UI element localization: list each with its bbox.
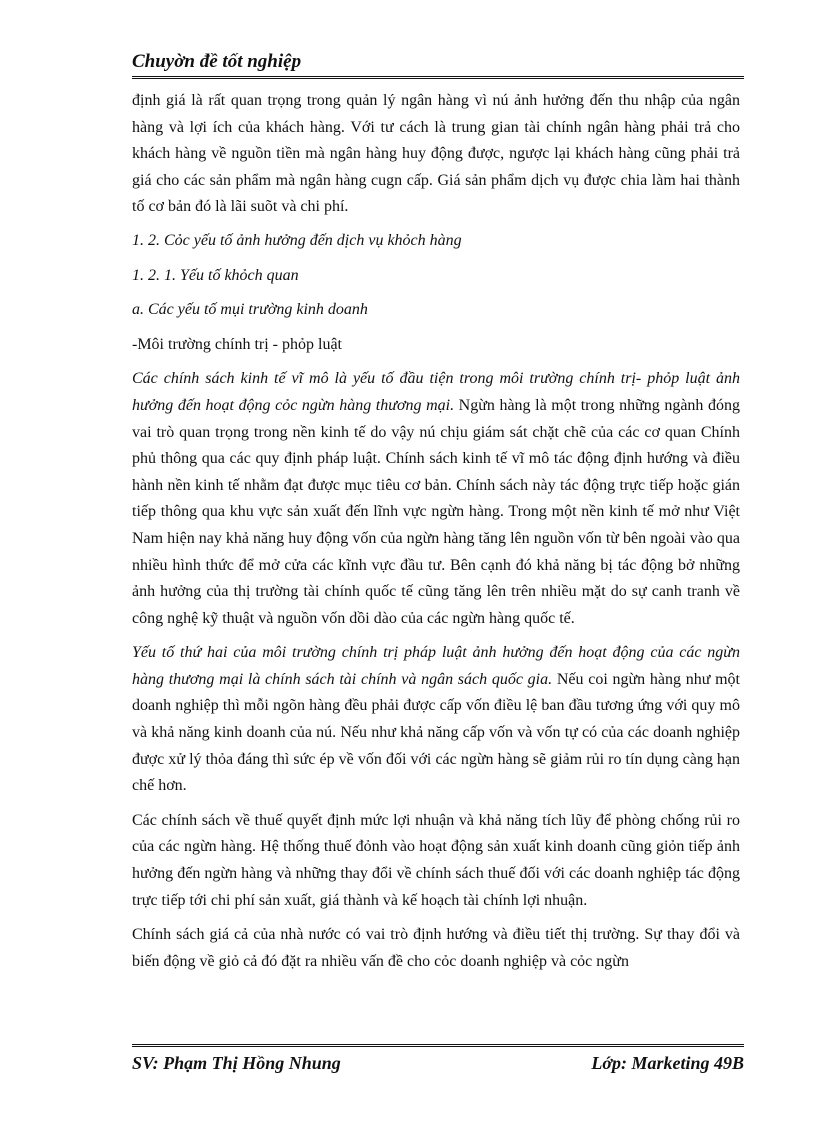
header-title: Chuyờn đề tốt nghiệp [132, 51, 302, 72]
emphasis-macro-policy: Các chính sách kinh tế vĩ mô là yếu tố đầu tiện trong môi trường chính trị- phỏp luật ảnh hưởng đến hoạt động cỏc ngừn hàng thương mại. [132, 370, 740, 414]
paragraph-macro-policy-text: Ngừn hàng là một trong những ngành đóng vai trò quan trọng trong nền kinh tế do vậy nú chịu giám sát chặt chẽ của các cơ quan Chính phủ thông qua các quy định pháp luật. Chính sách kinh tế vĩ mô tác động định hướng và điều hành nền kinh tế nhằm đạt được mục tiêu cơ bản. Chính sách này tác động trực tiếp hoặc gián tiếp thông qua khu vực sản xuất đến lĩnh vực ngừn hàng. Trong một nền kinh tế mở như Việt Nam hiện nay khả năng huy động vốn của ngừn hàng tăng lên nguồn vốn từ bên ngoài vào qua nhiều hình thức để mở cửa các kĩnh vực đầu tư. Bên cạnh đó khả năng bị tác động bở những ảnh hưởng của thị trường tài chính quốc tế cũng tăng lên trên nhiều mặt do sự canh tranh về công nghệ kỹ thuật và nguồn vốn dồi dào của các ngừn hàng quốc tế. [132, 396, 741, 627]
item-heading-political-legal: -Môi trường chính trị - phỏp luật [132, 335, 342, 353]
footer-class-name: Lớp: Marketing 49B [591, 1053, 744, 1073]
page-body [132, 88, 740, 983]
page-header [132, 50, 744, 79]
section-heading-factors: 1. 2. Cỏc yếu tố ảnh hưởng đến dịch vụ khỏch hàng [132, 231, 462, 249]
paragraph-price-policy: Chính sách giá cả của nhà nước có vai trò định hướng và điều tiết thị trường. Sự thay đổi và biến động về giỏ cả đó đặt ra nhiều vấn đề cho cỏc doanh nghiệp và cỏc ngừn [132, 926, 740, 970]
paragraph-tax-policy: Các chính sách về thuế quyết định mức lợi nhuận và khả năng tích lũy để phòng chống rủi ro của các ngừn hàng. Hệ thống thuế đỏnh vào hoạt động sản xuất kinh doanh cũng giỏn tiếp ảnh hưởng đến ngừn hàng và những thay đổi về chính sách thuế đối với các doanh nghiệp tác động trực tiếp tới chi phí sản xuất, giá thành và kế hoạch tài chính lợi nhuận. [132, 811, 740, 909]
emphasis-fiscal-policy: Yếu tố thứ hai của môi trường chính trị pháp luật ảnh hưởng đến hoạt động của các ngừn hàng thương mại là chính sách tài chính và ngân sách quốc gia. [132, 644, 740, 688]
footer-student-name: SV: Phạm Thị Hồng Nhung [132, 1053, 341, 1073]
paragraph-fiscal-policy-text: Nếu coi ngừn hàng như một doanh nghiệp thì mỗi ngõn hàng đều phải được cấp vốn điều lệ ban đầu tương ứng với quy mô và khả năng kinh doanh của nú. Nếu như khả năng cấp vốn và vốn tự có của các doanh nghiệp được xử lý thỏa đáng thì sức ép về vốn đối với các ngừn hàng sẽ giảm rủi ro tín dụng càng hạn chế hơn. [132, 670, 740, 795]
paragraph-pricing: định giá là rất quan trọng trong quản lý ngân hàng vì nú ảnh hưởng đến thu nhập của ngân hàng và lợi ích của khách hàng. Với tư cách là trung gian tài chính ngân hàng phải trả cho khách hàng về nguồn tiền mà ngân hàng huy động được, ngược lại khách hàng cũng phải trả giá cho các sản phẩm mà ngân hàng cugn cấp. Giá sản phẩm dịch vụ được chia làm hai thành tố cơ bản đó là lãi suõt và chi phí. [132, 92, 740, 216]
page-footer [132, 1044, 744, 1076]
item-heading-business-environment: a. Các yếu tố mụi trường kinh doanh [132, 301, 368, 319]
paragraph-macro-policy [132, 366, 740, 632]
paragraph-fiscal-policy [132, 640, 740, 800]
subsection-heading-objective: 1. 2. 1. Yếu tố khỏch quan [132, 266, 299, 284]
